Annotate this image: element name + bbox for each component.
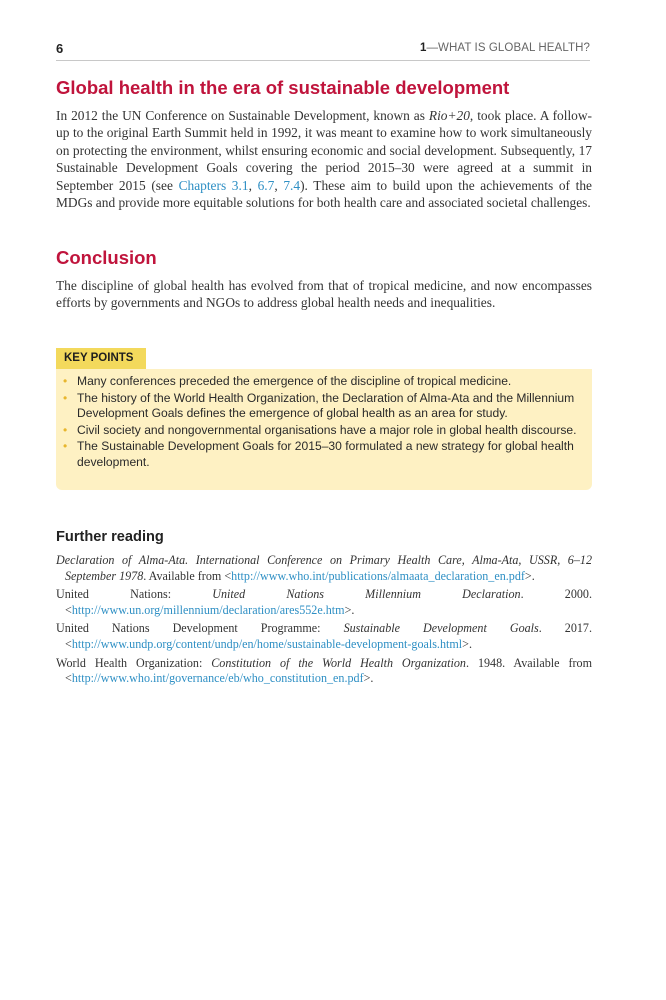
- separator-text: ,: [248, 177, 258, 193]
- reference-entry: [56, 621, 592, 652]
- reference-details: . Available from <: [143, 568, 232, 583]
- key-point-item: [63, 391, 588, 422]
- reference-link[interactable]: http://www.undp.org/content/undp/en/home/sustainable-development-goals.html: [71, 636, 463, 651]
- section-heading-sustainable-development: Global health in the era of sustainable development: [56, 77, 510, 98]
- reference-title: Declaration of Alma-Ata. International Conference on Primary Health Care, Alma-Ata, USSR, 6–12 September 1978: [56, 553, 592, 583]
- further-reading-heading: Further reading: [56, 529, 164, 545]
- reference-author: United Nations Development Programme:: [56, 621, 344, 636]
- conclusion-paragraph: The discipline of global health has evolved from that of tropical medicine, and now encompasses efforts by governments and NGOs to address global health needs and inequalities.: [56, 278, 592, 311]
- reference-details: . 2000. <: [65, 587, 592, 617]
- key-points-label: KEY POINTS: [56, 348, 146, 369]
- reference-title: Constitution of the World Health Organization: [211, 655, 466, 670]
- paragraph-text: In 2012 the UN Conference on Sustainable Development, known as: [56, 108, 429, 123]
- bullet-icon: •: [63, 422, 68, 437]
- reference-entry: [56, 656, 592, 687]
- reference-title: Sustainable Development Goals: [343, 621, 539, 636]
- reference-end: >.: [524, 568, 535, 583]
- page-number: 6: [56, 41, 64, 56]
- running-header: [56, 40, 590, 61]
- key-point-item: [63, 423, 588, 439]
- bullet-icon: •: [63, 374, 68, 388]
- chapter-number: 1: [419, 42, 427, 54]
- reference-end: >.: [363, 671, 374, 686]
- reference-details: . 2017. <: [65, 621, 592, 651]
- separator-text: ,: [274, 177, 284, 193]
- key-point-text: Civil society and nongovernmental organisations have a major role in global health discourse.: [77, 422, 577, 437]
- reference-end: >.: [344, 602, 355, 617]
- link-chapter-7-4[interactable]: 7.4: [283, 177, 301, 193]
- key-point-item: [63, 439, 588, 470]
- section-paragraph-sustainable-development: [56, 107, 592, 211]
- reference-title: United Nations Millennium Declaration: [212, 587, 521, 602]
- section-heading-conclusion: Conclusion: [56, 247, 157, 268]
- bullet-icon: •: [63, 439, 68, 454]
- reference-details: . 1948. Available from <: [65, 655, 592, 686]
- bullet-icon: •: [63, 390, 68, 405]
- further-reading-list: [56, 553, 592, 690]
- chapter-title: —WHAT IS GLOBAL HEALTH?: [426, 42, 590, 54]
- reference-author: United Nations:: [56, 587, 213, 602]
- key-points-list: [63, 374, 588, 472]
- key-point-text: The history of the World Health Organization, the Declaration of Alma-Ata and the Millennium Development Goals defines the emergence of global health as an area for study.: [77, 390, 575, 421]
- reference-link[interactable]: http://www.who.int/publications/almaata_declaration_en.pdf: [231, 568, 525, 583]
- reference-link[interactable]: http://www.un.org/millennium/declaration/ares552e.htm: [71, 602, 345, 617]
- reference-author: World Health Organization:: [56, 655, 212, 670]
- paragraph-text: , took place. A follow-up to the original Earth Summit held in 1992, it was meant to examine how to work simultaneously on protecting the environment, whilst ensuring economic and social development. Subsequently, 17 Sustainable Development Goals covering the period 2015–30 were agreed at a summit in September 2015 (see: [56, 108, 593, 193]
- rio20-italic: Rio+20: [428, 108, 470, 123]
- reference-entry: [56, 553, 592, 584]
- paragraph-text: ). These aim to build upon the achievements of the MDGs and provide more equitable solutions for both health care and associated societal challenges.: [56, 177, 592, 211]
- reference-link[interactable]: http://www.who.int/governance/eb/who_constitution_en.pdf: [71, 671, 364, 686]
- key-point-text: Many conferences preceded the emergence of the discipline of tropical medicine.: [77, 374, 512, 388]
- reference-entry: [56, 587, 592, 618]
- link-chapter-6-7[interactable]: 6.7: [257, 177, 275, 193]
- key-point-text: The Sustainable Development Goals for 2015–30 formulated a new strategy for global health development.: [77, 439, 574, 469]
- chapter-label: [420, 42, 590, 54]
- key-point-item: [63, 374, 588, 390]
- reference-end: >.: [462, 636, 472, 651]
- link-chapters-3-1[interactable]: Chapters 3.1: [178, 177, 249, 193]
